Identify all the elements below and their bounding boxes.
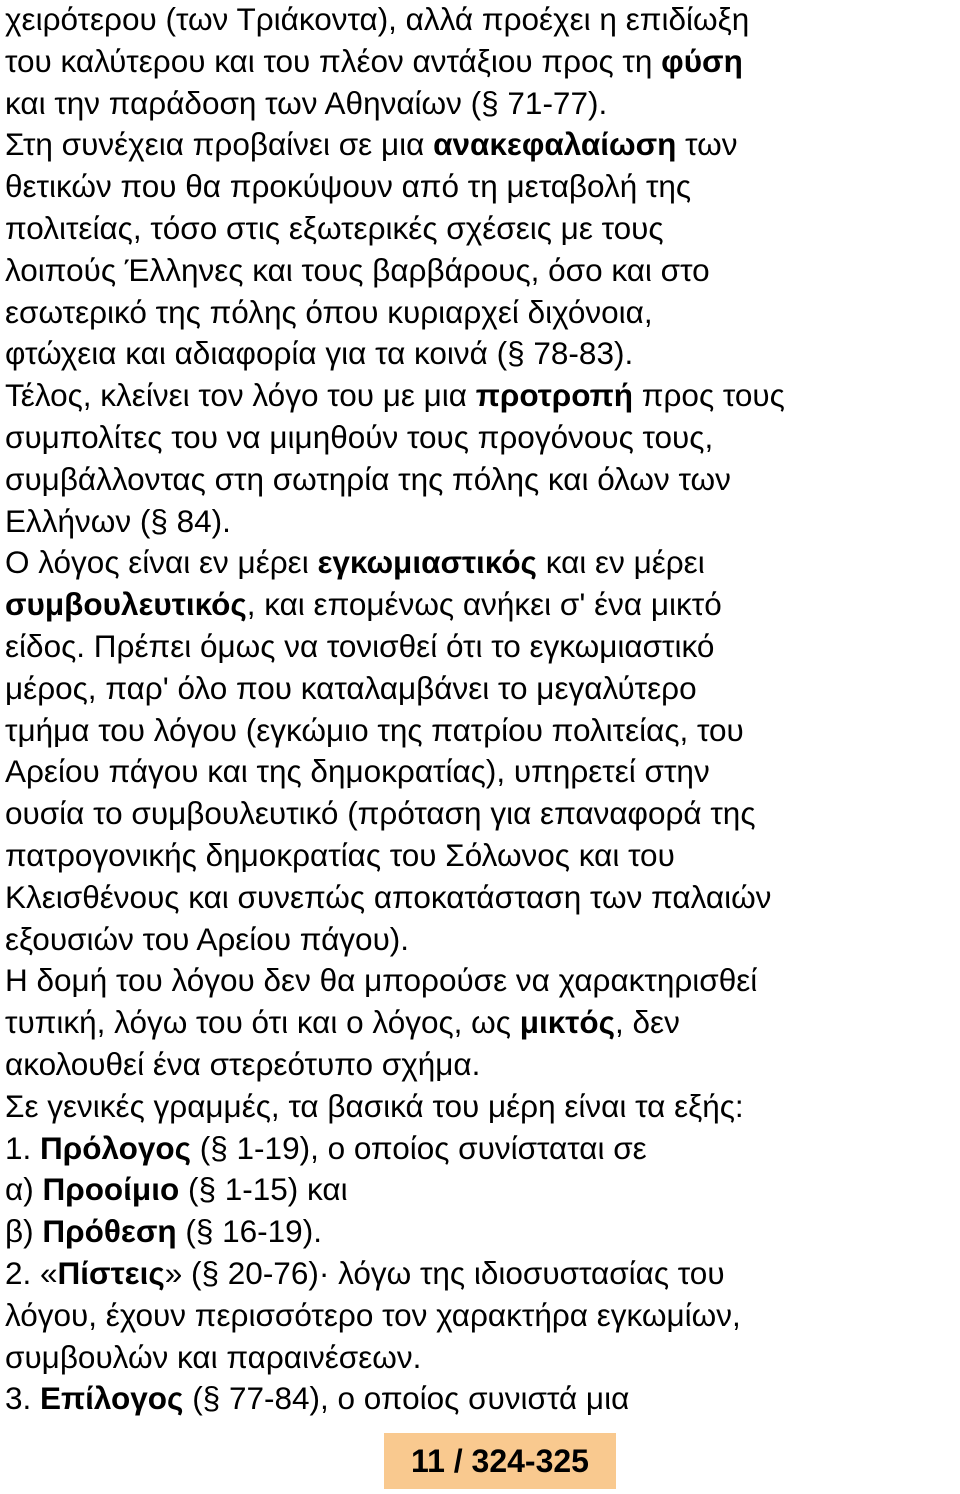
text-segment: β) (5, 1213, 43, 1250)
emphasized-term: εγκωμιαστικός (317, 544, 537, 581)
text-line (5, 710, 955, 752)
text-segment: και την παράδοση των Αθηναίων (§ 71-77). (5, 84, 608, 121)
text-line (5, 835, 955, 877)
text-segment: πατρογονικής δημοκρατίας του Σόλωνος και του (5, 836, 675, 873)
text-segment: ακολουθεί ένα στερεότυπο σχήμα. (5, 1045, 481, 1082)
text-segment: των (676, 126, 738, 163)
text-line (5, 459, 955, 501)
text-line (5, 793, 955, 835)
text-line (5, 124, 955, 166)
text-segment: Ο λόγος είναι εν μέρει (5, 544, 318, 581)
text-line (5, 1211, 955, 1253)
text-line (5, 41, 955, 83)
text-segment: ουσία το συμβουλευτικό (πρόταση για επαναφορά της (5, 795, 756, 832)
text-line (5, 208, 955, 250)
text-line (5, 877, 955, 919)
text-segment: Τέλος, κλείνει τον λόγο του με μια (5, 377, 476, 414)
text-segment: μέρος, παρ' όλο που καταλαμβάνει το μεγαλύτερο (5, 669, 697, 706)
text-line (5, 292, 955, 334)
text-segment: , και επομένως ανήκει σ' ένα μικτό (246, 586, 722, 623)
emphasized-term: προτροπή (475, 377, 634, 414)
text-segment: συμπολίτες του να μιμηθούν τους προγόνους τους, (5, 418, 714, 455)
text-segment: (§ 1-19), ο οποίος συνίσταται σε (191, 1129, 647, 1166)
text-line (5, 166, 955, 208)
text-segment: λόγου, έχουν περισσότερο τον χαρακτήρα εγκωμίων, (5, 1296, 741, 1333)
text-line (5, 375, 955, 417)
text-segment: , δεν (614, 1004, 680, 1041)
emphasized-term: ανακεφαλαίωση (433, 126, 677, 163)
emphasized-term: συμβουλευτικός (5, 586, 247, 623)
text-segment: λοιπούς Έλληνες και τους βαρβάρους, όσο και στο (5, 251, 710, 288)
text-segment: (§ 1-15) και (179, 1171, 348, 1208)
text-segment: Αρείου πάγου και της δημοκρατίας), υπηρετεί στην (5, 753, 710, 790)
text-segment: τυπική, λόγω του ότι και ο λόγος, ως (5, 1004, 520, 1041)
text-segment: χειρότερου (των Τριάκοντα), αλλά προέχει η επιδίωξη (5, 1, 750, 37)
text-line (5, 1378, 955, 1420)
text-segment: » (§ 20-76)· λόγω της ιδιοσυστασίας του (164, 1254, 725, 1291)
text-line (5, 83, 955, 125)
emphasized-term: Πρόθεση (42, 1213, 177, 1250)
text-line (5, 626, 955, 668)
text-segment: είδος. Πρέπει όμως να τονισθεί ότι το εγκωμιαστικό (5, 627, 715, 664)
text-line (5, 1128, 955, 1170)
text-line (5, 1086, 955, 1128)
text-line (5, 668, 955, 710)
emphasized-term: φύση (661, 42, 743, 79)
text-segment: Η δομή του λόγου δεν θα μπορούσε να χαρακτηρισθεί (5, 962, 758, 999)
text-segment: θετικών που θα προκύψουν από τη μεταβολή της (5, 168, 692, 205)
text-segment: Κλεισθένους και συνεπώς αποκατάσταση των παλαιών (5, 878, 772, 915)
text-line (5, 1295, 955, 1337)
emphasized-term: Πίστεις (57, 1254, 165, 1291)
text-line (5, 542, 955, 584)
emphasized-term: Επίλογος (40, 1380, 184, 1417)
text-line (5, 1044, 955, 1086)
text-line (5, 0, 955, 41)
text-segment: Στη συνέχεια προβαίνει σε μια (5, 126, 434, 163)
text-line (5, 250, 955, 292)
text-line (5, 751, 955, 793)
text-segment: (§ 16-19). (176, 1213, 322, 1250)
text-segment: 1. (5, 1129, 41, 1166)
text-segment: και εν μέρει (536, 544, 705, 581)
text-line (5, 1169, 955, 1211)
text-segment: εσωτερικό της πόλης όπου κυριαρχεί διχόνοια, (5, 293, 653, 330)
text-segment: εξουσιών του Αρείου πάγου). (5, 920, 410, 957)
emphasized-term: Προοίμιο (42, 1171, 180, 1208)
text-segment: συμβουλών και παραινέσεων. (5, 1338, 422, 1375)
text-line (5, 960, 955, 1002)
text-line (5, 417, 955, 459)
text-segment: φτώχεια και αδιαφορία για τα κοινά (§ 78-83). (5, 335, 634, 372)
text-segment: προς τους (633, 377, 785, 414)
document-body (5, 0, 955, 1420)
text-segment: Ελλήνων (§ 84). (5, 502, 231, 539)
text-line (5, 333, 955, 375)
text-segment: Σε γενικές γραμμές, τα βασικά του μέρη είναι τα εξής: (5, 1087, 744, 1124)
text-segment: (§ 77-84), ο οποίος συνιστά μια (183, 1380, 630, 1417)
text-segment: πολιτείας, τόσο στις εξωτερικές σχέσεις με τους (5, 209, 664, 246)
text-line (5, 1253, 955, 1295)
emphasized-term: μικτός (519, 1004, 615, 1041)
text-segment: του καλύτερου και του πλέον αντάξιου προς τη (5, 42, 662, 79)
text-segment: τμήμα του λόγου (εγκώμιο της πατρίου πολιτείας, του (5, 711, 744, 748)
text-line (5, 919, 955, 961)
text-line (5, 1337, 955, 1379)
text-segment: συμβάλλοντας στη σωτηρία της πόλης και όλων των (5, 460, 731, 497)
page-number-badge: 11 / 324-325 (384, 1433, 616, 1489)
text-segment: α) (5, 1171, 43, 1208)
emphasized-term: Πρόλογος (40, 1129, 192, 1166)
text-segment: 2. « (5, 1254, 58, 1291)
text-segment: 3. (5, 1380, 41, 1417)
text-line (5, 1002, 955, 1044)
text-line (5, 501, 955, 543)
text-line (5, 584, 955, 626)
